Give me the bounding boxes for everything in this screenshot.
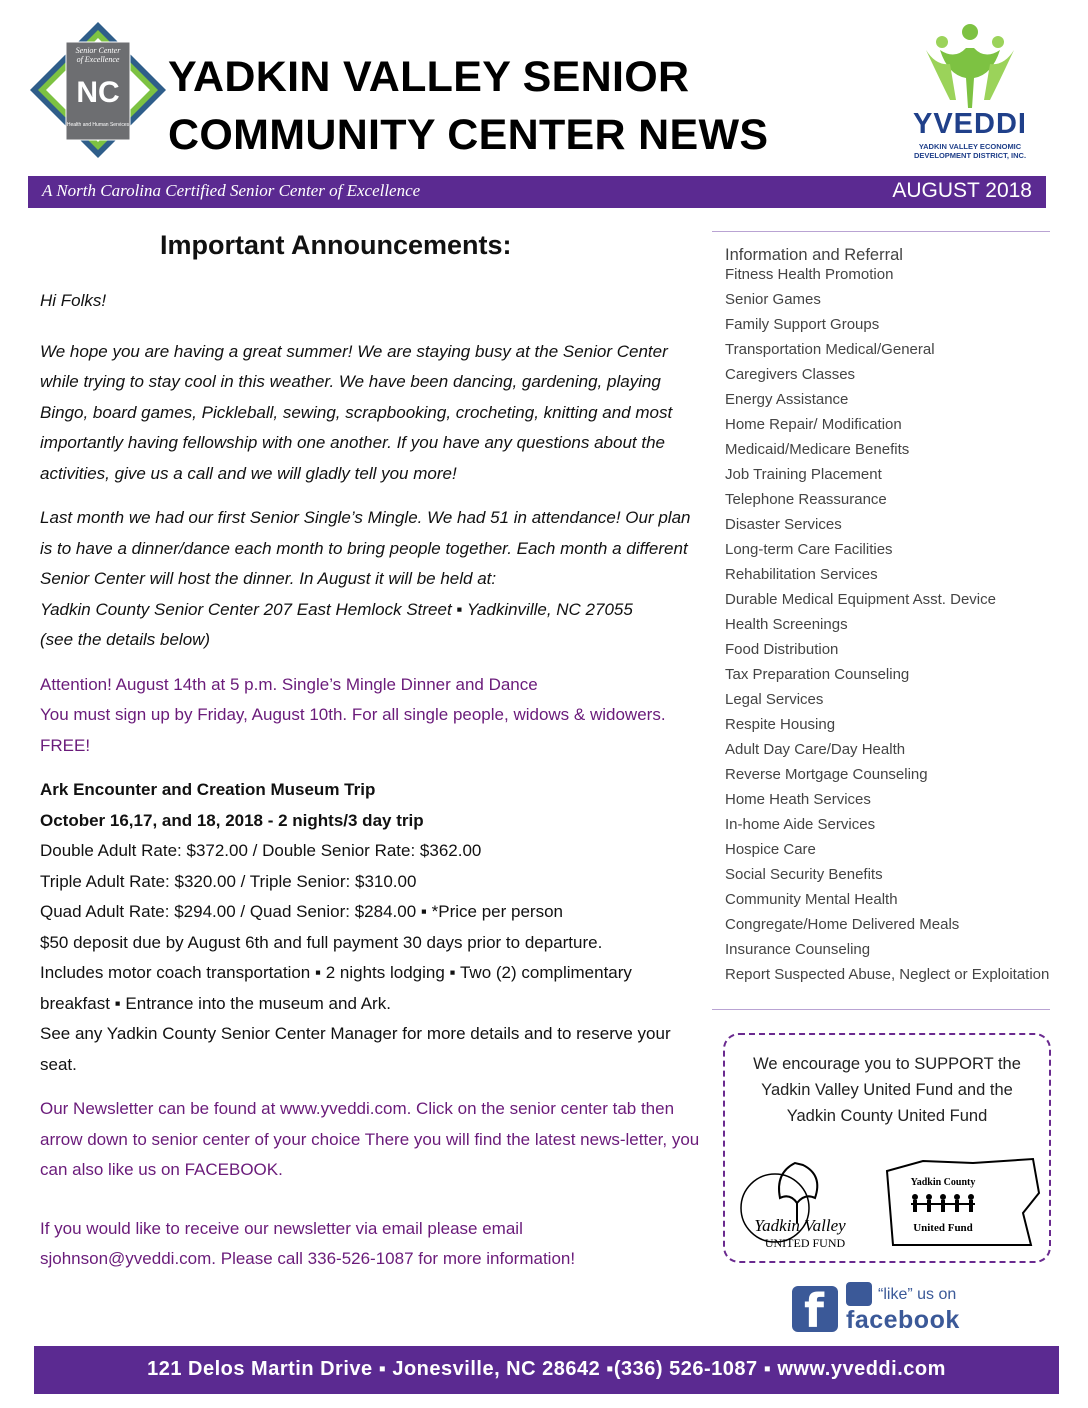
referral-item: Social Security Benefits	[725, 866, 883, 883]
referral-item: Medicaid/Medicare Benefits	[725, 441, 910, 458]
referral-item: In-home Aide Services	[725, 816, 876, 833]
referral-item: Adult Day Care/Day Health	[725, 741, 906, 758]
referral-item: Caregivers Classes	[725, 366, 856, 383]
sidebar-top-divider	[712, 231, 1050, 232]
support-text: We encourage you to SUPPORT the Yadkin Valley United Fund and the Yadkin County United Fund	[753, 1055, 1021, 1125]
trip-line: See any Yadkin County Senior Center Manager for more details and to reserve your seat.	[40, 1024, 671, 1074]
referral-item: Legal Services	[725, 691, 824, 708]
referral-item: Respite Housing	[725, 716, 836, 733]
badge-foot: Health and Human Services	[66, 122, 130, 128]
referral-item: Telephone Reassurance	[725, 491, 887, 508]
referral-item: Food Distribution	[725, 641, 839, 658]
yc-logo-line2: United Fund	[913, 1222, 973, 1234]
badge-mark: NC	[76, 76, 120, 109]
yveddi-subtitle	[900, 142, 1040, 160]
yadkin-county-united-fund-logo	[883, 1153, 1043, 1253]
footer-contact: 121 Delos Martin Drive ▪ Jonesville, NC 28642 ▪(336) 526-1087 ▪ www.yveddi.com	[147, 1358, 946, 1380]
attention-line-2: You must sign up by Friday, August 10th. For all single people, widows & widowers. FREE!	[40, 705, 666, 755]
facebook-like-link[interactable]	[846, 1282, 986, 1342]
trip-line: $50 deposit due by August 6th and full payment 30 days prior to departure.	[40, 932, 603, 952]
attention-line-1: Attention! August 14th at 5 p.m. Single’s Mingle Dinner and Dance	[40, 674, 538, 694]
trip-line: Triple Adult Rate: $320.00 / Triple Senior: $310.00	[40, 871, 417, 891]
yadkin-valley-united-fund-logo	[735, 1153, 865, 1253]
newsletter-paragraph: Our Newsletter can be found at www.yveddi.com. Click on the senior center tab then arrow down to senior center of your choice There you will find the latest news-letter, you can also like us on FACEBOOK.	[40, 1099, 700, 1179]
badge-line1: Senior Center	[75, 46, 121, 55]
referral-item: Health Screenings	[725, 616, 848, 633]
mingle-text: Last month we had our first Senior Single’s Mingle. We had 51 in attendance! Our plan is to have a dinner/dance each month to bring people together. Each month a different Senior Center will host the dinner. In August it will be held at:	[40, 508, 691, 588]
people-figures-icon	[900, 20, 1040, 110]
referral-item: Long-term Care Facilities	[725, 541, 893, 558]
badge-line2: of Excellence	[76, 55, 120, 64]
referral-item: Hospice Care	[725, 841, 816, 858]
summer-paragraph: We hope you are having a great summer! We are staying busy at the Senior Center while trying to stay cool in this weather. We have been dancing, gardening, playing Bingo, board games, Pickleball, sewing, scrapbooking, crocheting, knitting and most importantly having fellowship with one another. If you have any questions about the activities, give us a call and we will gladly tell you more!	[40, 341, 673, 483]
yv-logo-line1: Yadkin Valley	[754, 1216, 846, 1235]
referral-item: Rehabilitation Services	[725, 566, 878, 583]
sidebar-bottom-divider	[712, 1009, 1050, 1010]
announcements-heading: Important Announcements:	[160, 230, 512, 260]
united-fund-support-box	[723, 1033, 1051, 1263]
senior-center-excellence-badge	[28, 20, 168, 160]
yveddi-sub-line-1: YADKIN VALLEY ECONOMIC	[918, 142, 1022, 151]
title-line-1: YADKIN VALLEY SENIOR	[168, 53, 690, 101]
yc-logo-line1: Yadkin County	[910, 1177, 976, 1188]
referral-sidebar	[725, 244, 1055, 991]
trip-title: Ark Encounter and Creation Museum Trip	[40, 780, 376, 799]
footer-bar	[34, 1346, 1059, 1394]
announcements-column	[40, 230, 700, 1289]
greeting: Hi Folks!	[40, 291, 107, 310]
referral-item: Home Heath Services	[725, 791, 871, 808]
trip-line: Double Adult Rate: $372.00 / Double Senior Rate: $362.00	[40, 841, 482, 860]
referral-item: Senior Games	[725, 291, 821, 308]
referral-item: Transportation Medical/General	[725, 341, 935, 358]
newsletter-title	[168, 48, 868, 164]
referral-item: Family Support Groups	[725, 316, 880, 333]
sidebar-title: Information and Referral	[725, 246, 903, 264]
yveddi-name: YVEDDI	[913, 108, 1027, 140]
referral-item: Reverse Mortgage Counseling	[725, 766, 928, 783]
referral-item: Community Mental Health	[725, 891, 898, 908]
referral-item: Disaster Services	[725, 516, 842, 533]
referral-item: Insurance Counseling	[725, 941, 871, 958]
yv-logo-line2: UNITED FUND	[764, 1236, 846, 1250]
referral-item: Energy Assistance	[725, 391, 849, 408]
tagline: A North Carolina Certified Senior Center of Excellence	[42, 181, 421, 200]
referral-item: Job Training Placement	[725, 466, 882, 483]
yveddi-logo	[900, 20, 1040, 165]
title-line-2: COMMUNITY CENTER NEWS	[168, 111, 769, 159]
referral-item: Durable Medical Equipment Asst. Device	[725, 591, 996, 608]
referral-item: Tax Preparation Counseling	[725, 666, 910, 683]
tagline-banner	[28, 176, 1046, 208]
mingle-paragraph	[40, 503, 700, 656]
attention-paragraph	[40, 670, 700, 762]
trip-line: Quad Adult Rate: $294.00 / Quad Senior: $284.00 ▪ *Price per person	[40, 902, 563, 921]
trip-paragraph	[40, 775, 700, 1080]
email-paragraph: If you would like to receive our newsletter via email please email sjohnson@yveddi.com. Please call 336-526-1087 for more information!	[40, 1218, 576, 1268]
trip-dates: October 16,17, and 18, 2018 - 2 nights/3 day trip	[40, 810, 424, 830]
referral-item: Report Suspected Abuse, Neglect or Exploitation	[725, 966, 1050, 983]
thumbs-up-icon	[846, 1282, 872, 1306]
referral-item: Congregate/Home Delivered Meals	[725, 916, 960, 933]
like-us-text: “like” us on	[878, 1286, 957, 1303]
referral-list	[725, 266, 1055, 991]
yveddi-sub-line-2: DEVELOPMENT DISTRICT, INC.	[913, 151, 1027, 160]
mingle-note: (see the details below)	[40, 630, 211, 649]
facebook-icon[interactable]: f	[792, 1286, 838, 1332]
mingle-address: Yadkin County Senior Center 207 East Hemlock Street ▪ Yadkinville, NC 27055	[40, 599, 633, 619]
referral-item: Fitness Health Promotion	[725, 266, 894, 283]
referral-item: Home Repair/ Modification	[725, 416, 902, 433]
facebook-wordmark: facebook	[846, 1306, 960, 1334]
trip-line: Includes motor coach transportation ▪ 2 nights lodging ▪ Two (2) complimentary breakfast ▪ Entrance into the museum and Ark.	[40, 963, 632, 1013]
issue-date: AUGUST 2018	[892, 179, 1032, 202]
